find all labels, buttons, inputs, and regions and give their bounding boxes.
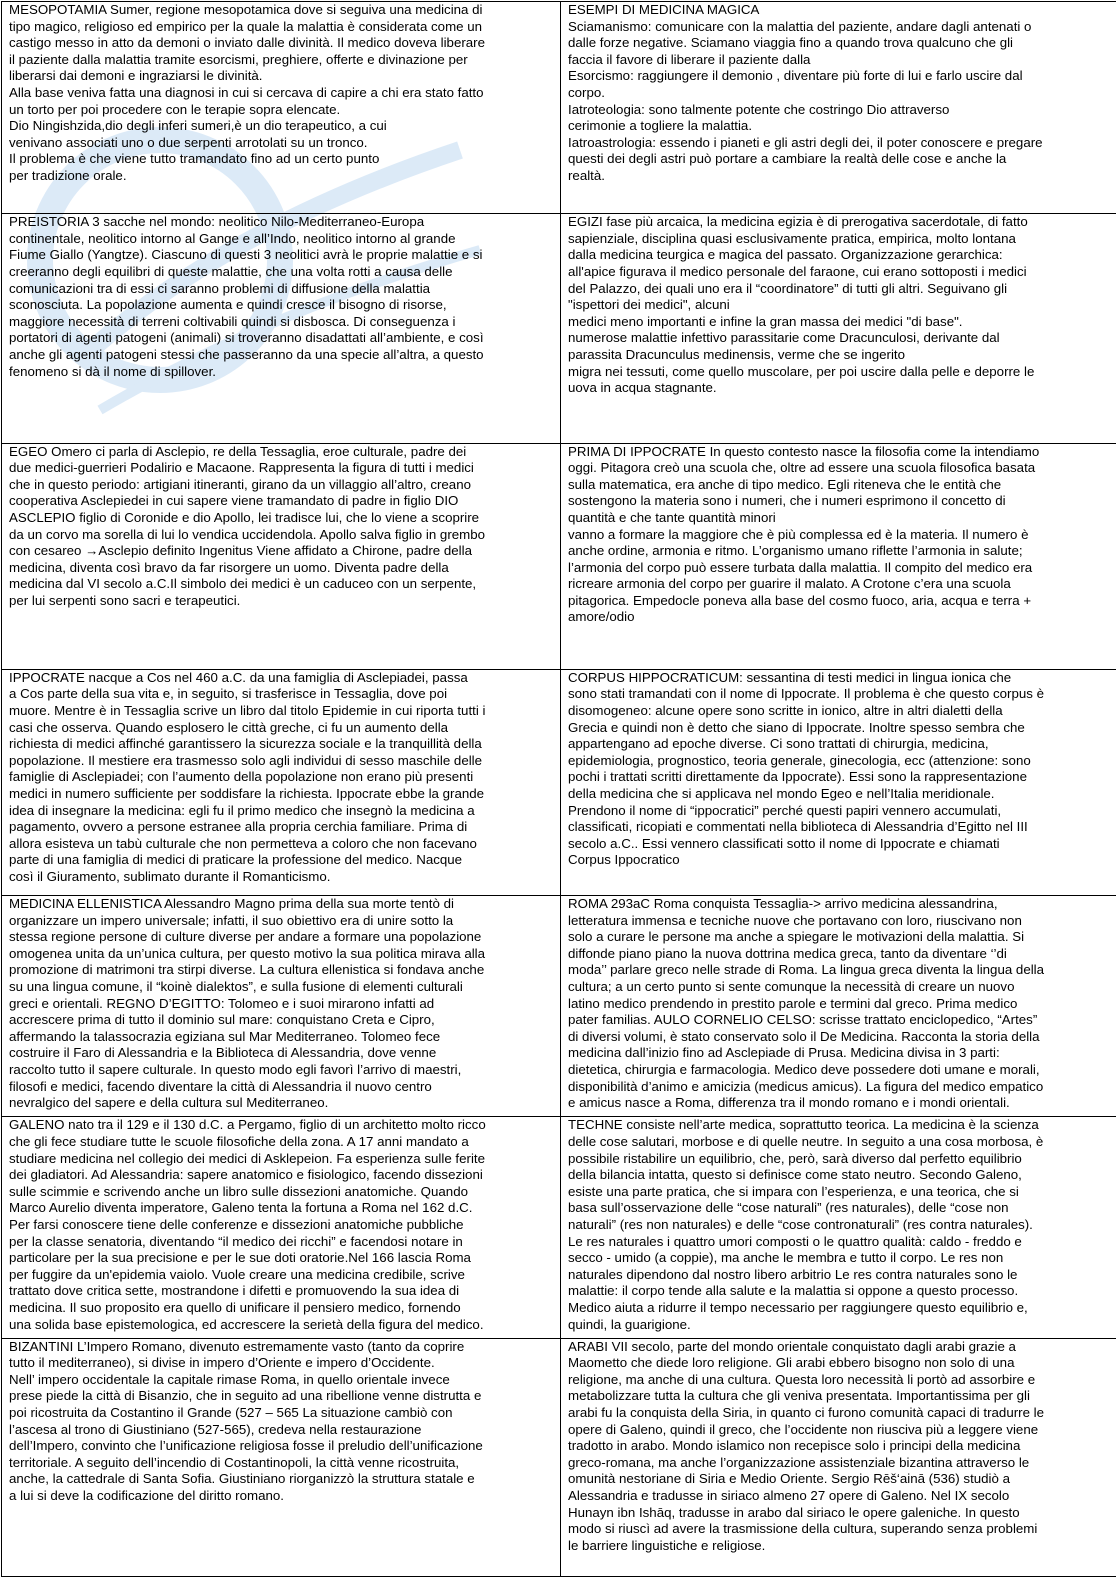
text-line: TECHNE consiste nell’arte medica, soprattutto teorica. La medicina è la scienza bbox=[568, 1117, 1039, 1133]
text-line: una solida base epistemologica, ed accrescere la serietà della figura del medico. bbox=[9, 1316, 484, 1332]
text-line: Il problema è che viene tutto tramandato fino ad un certo punto bbox=[9, 151, 380, 167]
text-line: IPPOCRATE nacque a Cos nel 460 a.C. da una famiglia di Asclepiadei, passa bbox=[9, 669, 468, 685]
text-line: con cesareo →Asclepio definito Ingenitus Viene affidato a Chirone, padre della bbox=[9, 543, 472, 559]
text-line: MEDICINA ELLENISTICA Alessandro Magno prima della sua morte tentò di bbox=[9, 896, 454, 912]
text-line: medicina dall’inizio fino ad Asclepiade di Prusa. Medicina divisa in 3 parti: bbox=[568, 1045, 1000, 1061]
text-line: parassita Dracunculus medinensis, verme che se ingerito bbox=[568, 347, 906, 363]
text-line: secco - umido (a coppie), ma anche le membra e tutto il corpo. Le res non bbox=[568, 1250, 1004, 1266]
text-line: raccolto tutto il sapere culturale. In questo modo egli favorì l’arrivo di maestri, bbox=[9, 1062, 462, 1078]
text-line: realtà. bbox=[568, 167, 605, 183]
text-line: greco-romana, ma anche l’organizzazione assistenziale bizantina attraverso le bbox=[568, 1454, 1030, 1470]
text-line: Maometto che diede loro religione. Gli arabi ebbero bisogno non solo di una bbox=[568, 1355, 1015, 1371]
text-line: Dio Ningishzida,dio degli inferi sumeri,è un dio terapeutico, a cui bbox=[9, 118, 387, 134]
text-line: anche ordine, armonia e ritmo. L’organismo umano riflette l’armonia in salute; bbox=[568, 543, 1023, 559]
table-cell-right bbox=[561, 1117, 1116, 1338]
text-line: medicina dal VI secolo a.C.Il simbolo dei medici è un caduceo con un serpente, bbox=[9, 576, 477, 592]
text-line: da un corvo ma sorella di lui lo vendica uccidendola. Apollo salva figlio in grembo bbox=[9, 526, 486, 542]
text-line: omogenea unita da un’unica cultura, per questo motivo la sua politica mirava alla bbox=[9, 945, 486, 961]
text-line: PRIMA DI IPPOCRATE In questo contesto nasce la filosofia come la intendiamo bbox=[568, 443, 1040, 459]
text-line: tradotto in arabo. Mondo islamico non recepisce solo i principi della medicina bbox=[568, 1438, 1021, 1454]
notes-table bbox=[1, 1, 1116, 1577]
text-line: pater familias. AULO CORNELIO CELSO: scrisse trattato enciclopedico, “Artes” bbox=[568, 1012, 1038, 1028]
text-line: MESOPOTAMIA Sumer, regione mesopotamica dove si seguiva una medicina di bbox=[9, 2, 483, 17]
text-line: studiare medicina nel collegio dei medici di Asklepeion. Fa esperienza sulle ferite bbox=[9, 1150, 485, 1166]
text-line: ROMA 293aC Roma conquista Tessaglia-> arrivo medicina alessandrina, bbox=[568, 896, 998, 912]
table-row bbox=[2, 669, 1116, 895]
text-line: che in questo periodo: artigiani itineranti, girano da un villaggio all’altro, creano bbox=[9, 476, 471, 492]
text-line: Per farsi conoscere tiene delle conferenze e dissezioni anatomiche pubbliche bbox=[9, 1216, 464, 1232]
text-line: quindi, la guarigione. bbox=[568, 1316, 691, 1332]
table-cell-left bbox=[2, 2, 561, 214]
text-line: medici in numero sufficiente per soddisfare la richiesta. Ippocrate ebbe la grande bbox=[9, 785, 485, 801]
text-line: organizzare un impero universale; infatti, il suo obiettivo era di unire sotto la bbox=[9, 912, 454, 928]
text-line: vanno a formare la maggiore che è più complessa ed è la materia. Il numero è bbox=[568, 526, 1029, 542]
text-line: ESEMPI DI MEDICINA MAGICA bbox=[568, 2, 760, 17]
text-line: secolo a.C.. Essi vennero classificati sotto il nome di Ippocrate e chiamati bbox=[568, 835, 1000, 851]
table-row bbox=[2, 2, 1116, 214]
text-line: tipo magico, religioso ed empirico per la quale la malattia è considerata come un bbox=[9, 18, 483, 34]
text-line: sostengono la materia sono i numeri, che i numeri esprimono il concetto di bbox=[568, 493, 1006, 509]
text-line: Grecia e quindi non è detto che siano di Ippocrate. Inoltre spesso sembra che bbox=[568, 719, 1025, 735]
text-line: oggi. Pitagora creò una scuola che, oltre ad essere una scuola filosofica basata bbox=[568, 460, 1036, 476]
text-line: Sciamanismo: comunicare con la malattia del paziente, andare dagli antenati o bbox=[568, 18, 1032, 34]
text-line: il paziente dalla malattia tramite esorcismi, preghiere, offerte e divinazione per bbox=[9, 51, 468, 67]
text-line: filosofi e medici, facendo diventare la città di Alessandria il nuovo centro bbox=[9, 1078, 432, 1094]
text-line: nevralgico del sapere e della cultura sul Mediterraneo. bbox=[9, 1095, 329, 1111]
text-line: maggiore necessità di terreni coltivabili quindi si disbosca. Di conseguenza i bbox=[9, 313, 456, 329]
text-line: delle cose salutari, morbose e di quelle neutre. In seguito a una cosa morbosa, è bbox=[568, 1133, 1044, 1149]
text-line: a lui si deve la codificazione del diritto romano. bbox=[9, 1487, 284, 1503]
text-line: un torto per poi procedere con le terapie sopra elencate. bbox=[9, 101, 341, 117]
table-row bbox=[2, 1117, 1116, 1338]
text-line: letteratura immensa e tecniche nuove che portavano con loro, riuscivano non bbox=[568, 912, 1022, 928]
text-line: esiste una parte pratica, che si impara con l’esperienza, e una teorica, che si bbox=[568, 1183, 1019, 1199]
text-line: per tradizione orale. bbox=[9, 167, 127, 183]
table-cell-right bbox=[561, 1338, 1116, 1576]
text-line: territoriale. A seguito dell’incendio di Costantinopoli, la città venne ricostruita, bbox=[9, 1454, 460, 1470]
text-line: ASCLEPIO figlio di Coronide e dio Apollo, lei tradisce lui, che lo viene a scoprire bbox=[9, 509, 480, 525]
text-line: di diversi volumi, è stato conservato solo il De Medicina. Racconta la storia della bbox=[568, 1028, 1040, 1044]
text-line: per la classe senatoria, diventando “il medico dei ricchi” e facendosi notare in bbox=[9, 1233, 463, 1249]
text-line: medicina. Il suo proposito era quello di unificare il pensiero medico, fornendo bbox=[9, 1299, 461, 1315]
text-line: Prendono il nome di “ippocratici” perché questi papiri vennero accumulati, bbox=[568, 802, 1002, 818]
text-line: amore/odio bbox=[568, 609, 635, 625]
text-line: venivano associati uno o due serpenti arrotolati su un tronco. bbox=[9, 134, 368, 150]
text-line: creeranno degli equilibri di queste malattie, che una volta rotti a causa delle bbox=[9, 264, 453, 280]
text-line: fenomeno si dà il nome di spillover. bbox=[9, 363, 216, 379]
text-line: a Cos parte della sua vita e, in seguito, si trasferisce in Tessaglia, dove poi bbox=[9, 686, 448, 702]
text-line: Fiume Giallo (Yangtze). Ciascuno di questi 3 neolitici avrà le proprie malattie e si bbox=[9, 247, 483, 263]
text-line: sapienziale, disciplina quasi esclusivamente pratica, empirica, molto lontana bbox=[568, 230, 1016, 246]
table-cell-left bbox=[2, 669, 561, 895]
table-cell-left bbox=[2, 214, 561, 443]
text-line: sulle scimmie e scrivendo anche un libro sulle dissezioni anatomiche. Quando bbox=[9, 1183, 468, 1199]
text-line: comunicazioni tra di essi ci saranno problemi di diffusione della malattia bbox=[9, 280, 431, 296]
text-line: naturales dipendono dal nostro libero arbitrio Le res contra naturales sono le bbox=[568, 1266, 1018, 1282]
text-line: Alla base veniva fatta una diagnosi in cui si cercava di capire a chi era stato fatto bbox=[9, 84, 484, 100]
text-line: questi dei degli astri può portare a cambiare la realtà delle cose e anche la bbox=[568, 151, 1007, 167]
text-line: Nell’ impero occidentale la capitale rimase Roma, in quello orientale invece bbox=[9, 1371, 450, 1387]
text-line: pagamento, ovvero a persone estranee alla propria cerchia familiare. Prima di bbox=[9, 819, 468, 835]
table-row bbox=[2, 443, 1116, 669]
text-line: poi ricostruita da Costantino il Grande (527 – 565 La situazione cambiò con bbox=[9, 1405, 453, 1421]
text-line: religione, ma anche di una cultura. Questa loro necessità li portò ad assorbire e bbox=[568, 1371, 1036, 1387]
text-line: epidemiologia, prognostico, teoria generale, ginecologia, ecc (attenzione: sono bbox=[568, 752, 1031, 768]
text-line: possibile ristabilire un equilibrio, che, però, sarà diverso dal perfetto equilibrio bbox=[568, 1150, 1022, 1166]
text-line: due medici-guerrieri Podalirio e Macaone. Rappresenta la figura di tutti i medici bbox=[9, 460, 474, 476]
text-line: cerimonie a togliere la malattia. bbox=[568, 118, 753, 134]
text-line: che gli fece studiare tutte le scuole filosofiche della zona. A 17 anni mandato a bbox=[9, 1133, 469, 1149]
text-line: numerose malattie infettivo parassitarie come Dracunculosi, derivante dal bbox=[568, 330, 1000, 346]
text-line: omunità nestoriane di Siria e Medio Oriente. Sergio Rēš‘ainā (536) studiò a bbox=[568, 1471, 1010, 1487]
text-line: sono stati tramandati con il nome di Ippocrate. Il problema è che questo corpus è bbox=[568, 686, 1045, 702]
text-line: per lui serpenti sono sacri e terapeutici. bbox=[9, 592, 241, 608]
text-line: sconosciuta. La popolazione aumenta e quindi cresce il bisogno di risorse, bbox=[9, 297, 447, 313]
text-line: appartengano ad epoche diverse. Ci sono trattati di chirurgia, medicina, bbox=[568, 736, 989, 752]
text-line: EGEO Omero ci parla di Asclepio, re della Tessaglia, eroe culturale, padre dei bbox=[9, 443, 467, 459]
text-line: del Palazzo, dei quali uno era il “coordinatore” di tutti gli altri. Seguivano gli bbox=[568, 280, 1008, 296]
text-line: cultura; a un certo punto si sente comunque la necessità di creare un nuovo bbox=[568, 979, 1015, 995]
table-cell-right bbox=[561, 896, 1116, 1117]
table-cell-left bbox=[2, 443, 561, 669]
text-line: classificati, ricopiati e commentati nella biblioteca di Alessandria d’Egitto nel III bbox=[568, 819, 1028, 835]
text-line: latino medico prendendo in prestito parole e termini dal greco. Prima medico bbox=[568, 995, 1018, 1011]
text-line: sulla matematica, era anche di tipo medico. Egli riteneva che le entità che bbox=[568, 476, 1002, 492]
text-line: malattie: il corpo tende alla salute e la malattia si oppone a questo processo. bbox=[568, 1283, 1019, 1299]
text-line: muore. Mentre è in Tessaglia scrive un libro dal titolo Epidemie in cui riporta tutti i bbox=[9, 703, 486, 719]
text-line: opere di Galeno, quindi il greco, che l’occidente non riusciva più a leggere viene bbox=[568, 1421, 1039, 1437]
text-line: prese piede la città di Bisanzio, che in seguito ad una ribellione venne distrutta e bbox=[9, 1388, 482, 1404]
text-line: ricreare armonia del corpo per guarire il malato. A Crotone c’era una scuola bbox=[568, 576, 1011, 592]
text-line: "ispettori dei medici", alcuni bbox=[568, 297, 730, 313]
text-line: famiglie di Asclepiadei; con l’aumento della popolazione non erano più presenti bbox=[9, 769, 474, 785]
table-cell-right bbox=[561, 214, 1116, 443]
text-line: le barriere linguistiche e religiose. bbox=[568, 1537, 766, 1553]
table-cell-right bbox=[561, 2, 1116, 214]
text-line: castigo messo in atto da demoni o inviato dalle divinità. Il medico doveva liberare bbox=[9, 35, 485, 51]
text-line: metabolizzare tutta la cultura che gli veniva presentata. Importantissima per gli bbox=[568, 1388, 1030, 1404]
text-line: corpo. bbox=[568, 84, 605, 100]
text-line: disomogeneo: alcune opere sono scritte in ionico, altre in altri dialetti della bbox=[568, 703, 1003, 719]
table-cell-left bbox=[2, 896, 561, 1117]
text-line: moda’’ parlare greco nelle strade di Roma. La lingua greca diventa la lingua della bbox=[568, 962, 1045, 978]
text-line: su una lingua comune, il “koinè dialektos”, e sulla fusione di elementi culturali bbox=[9, 979, 463, 995]
text-line: particolare per la sua precisione e per le sue doti oratorie.Nel 166 lascia Roma bbox=[9, 1250, 471, 1266]
text-line: accrescere prima di tutto il dominio sul mare: conquistano Creta e Cipro, bbox=[9, 1012, 435, 1028]
text-line: Medico aiuta a ridurre il tempo necessario per raggiungere questo equilibrio e, bbox=[568, 1299, 1028, 1315]
text-line: Marco Aurelio diventa imperatore, Galeno tenta la fortuna a Roma nel 162 d.C. bbox=[9, 1200, 473, 1216]
text-line: della medicina che si applicava nel mondo Egeo e nell’Italia meridionale. bbox=[568, 785, 995, 801]
text-line: modo si riuscì ad avere la trasmissione della cultura, superando senza problemi bbox=[568, 1521, 1038, 1537]
table-cell-left bbox=[2, 1338, 561, 1576]
text-line: e amicus nasce a Roma, differenza tra il mondo romano e i mondi orientali. bbox=[568, 1095, 1010, 1111]
text-line: l’ascesa al trono di Giustiniano (527-565), credeva nella restaurazione bbox=[9, 1421, 422, 1437]
table-row bbox=[2, 1338, 1116, 1576]
text-line: stessa regione persone di culture diverse per andare a formare una popolazione bbox=[9, 929, 482, 945]
text-line: anche, la cattedrale di Santa Sofia. Giustiniano riorganizzò la struttura statale e bbox=[9, 1471, 475, 1487]
text-line: costruire il Faro di Alessandria e la Biblioteca di Alessandria, dove venne bbox=[9, 1045, 437, 1061]
text-line: PREISTORIA 3 sacche nel mondo: neolitico Nilo-Mediterraneo-Europa bbox=[9, 214, 425, 230]
table-row bbox=[2, 214, 1116, 443]
text-line: popolazione. Il mestiere era trasmesso solo agli individui di sesso maschile delle bbox=[9, 752, 483, 768]
text-line: affermando la talassocrazia egiziana sul Mar Mediterraneo. Tolomeo fece bbox=[9, 1028, 441, 1044]
table-cell-right bbox=[561, 443, 1116, 669]
text-line: all'apice figurava il medico personale del faraone, cui erano sottoposti i medici bbox=[568, 264, 1027, 280]
text-line: diffonde piano piano la nuova dottrina medica greca, tanto da diventare ‘’di bbox=[568, 945, 1007, 961]
text-line: liberarsi dai demoni e ingraziarsi le divinità. bbox=[9, 68, 263, 84]
text-line: Alessandria e tradusse in siriaco almeno 27 opere di Galeno. Nel IX secolo bbox=[568, 1487, 1010, 1503]
text-line: idea di insegnare la medicina: egli fu il primo medico che insegnò la medicina a bbox=[9, 802, 475, 818]
text-line: arabi fu la conquista della Siria, in quanto ci furono comunità capaci di tradurre le bbox=[568, 1405, 1045, 1421]
text-line: greci e orientali. REGNO D’EGITTO: Tolomeo e i suoi mirarono infatti ad bbox=[9, 995, 435, 1011]
text-line: portatori di agenti patogeni (animali) si troveranno disadattati all’ambiente, e così bbox=[9, 330, 484, 346]
text-line: uova in acqua stagnante. bbox=[568, 380, 717, 396]
text-line: disponibilità d’animo e amicizia (medicus amicus). La figura del medico empatico bbox=[568, 1078, 1044, 1094]
table-row bbox=[2, 896, 1116, 1117]
text-line: solo a curare le persone ma anche a spiegare le motivazioni della malattia. Si bbox=[568, 929, 1025, 945]
text-line: quantità e che tante quantità minori bbox=[568, 509, 776, 525]
text-line: Iatroteologia: sono talmente potente che costringo Dio attraverso bbox=[568, 101, 950, 117]
text-line: GALENO nato tra il 129 e il 130 d.C. a Pergamo, figlio di un architetto molto ricco bbox=[9, 1117, 486, 1133]
text-line: medici meno importanti e infine la gran massa dei medici "di base". bbox=[568, 313, 963, 329]
text-line: BIZANTINI L’Impero Romano, divenuto estremamente vasto (tanto da coprire bbox=[9, 1338, 465, 1354]
text-line: Le res naturales i quattro umori composti o le quattro qualità: caldo - freddo e bbox=[568, 1233, 1022, 1249]
text-line: l’armonia del corpo può essere turbata dalla malattia. Il compito del medico era bbox=[568, 559, 1033, 575]
text-line: dietetica, chirurgia e farmacologia. Medico deve possedere doti umane e morali, bbox=[568, 1062, 1040, 1078]
text-line: anche gli agenti patogeni stessi che passeranno da una specie all’altra, a questo bbox=[9, 347, 484, 363]
text-line: CORPUS HIPPOCRATICUM: sessantina di testi medici in lingua ionica che bbox=[568, 669, 1012, 685]
text-line: dei gladiatori. Ad Alessandria: sapere anatomico e fisiologico, facendo dissezioni bbox=[9, 1167, 483, 1183]
text-line: dalla medicina teurgica e magica del passato. Organizzazione gerarchica: bbox=[568, 247, 1003, 263]
text-line: medicina, diventa così bravo da far risorgere un uomo. Diventa padre della bbox=[9, 559, 449, 575]
text-line: per fuggire da un'epidemia vaiolo. Vuole creare una medicina credibile, scrive bbox=[9, 1266, 465, 1282]
text-line: migra nei tessuti, come quello muscolare, per poi uscire dalla pelle e deporre le bbox=[568, 363, 1035, 379]
text-line: parte di una famiglia di medici di praticare la professione del medico. Nacque bbox=[9, 852, 463, 868]
text-line: richiesta di medici affinché garantissero la sicurezza sociale e la tranquillità della bbox=[9, 736, 482, 752]
table-cell-left bbox=[2, 1117, 561, 1338]
text-line: basa sull’osservazione delle “cose naturali” (res naturales), delle “cose non bbox=[568, 1200, 1009, 1216]
text-line: naturali” (res non naturales) e delle “cose contronaturali” (res contra naturales). bbox=[568, 1216, 1033, 1232]
text-line: tutto il mediterraneo), si divise in impero d’Oriente e impero d’Occidente. bbox=[9, 1355, 435, 1371]
text-line: Esorcismo: raggiungere il demonio , diventare più forte di lui e farlo uscire dal bbox=[568, 68, 1023, 84]
text-line: Iatroastrologia: essendo i pianeti e gli astri degli dei, il poter conoscere e pregare bbox=[568, 134, 1043, 150]
text-line: ARABI VII secolo, parte del mondo orientale conquistato dagli arabi grazie a bbox=[568, 1338, 1016, 1354]
text-line: trattato dove critica sette, mostrandone i difetti e promuovendo la sua idea di bbox=[9, 1283, 460, 1299]
text-line: pitagorica. Empedocle poneva alla base del cosmo fuoco, aria, acqua e terra + bbox=[568, 592, 1032, 608]
text-line: continentale, neolitico intorno al Gange e all’Indo, neolitico intorno al grande bbox=[9, 230, 456, 246]
text-line: Hunayn ibn Ishāq, tradusse in arabo dal siriaco le opere galeniche. In questo bbox=[568, 1504, 1020, 1520]
text-line: così il Giuramento, sublimato durante il Romanticismo. bbox=[9, 868, 331, 884]
text-line: pochi i trattati scritti direttamente da Ippocrate). Essi sono la rappresentazione bbox=[568, 769, 1027, 785]
text-line: faccia il favore di liberare il paziente dalla bbox=[568, 51, 811, 67]
text-line: della bilancia intatta, questo si definisce come stato neutro. Secondo Galeno, bbox=[568, 1167, 1022, 1183]
text-line: dell’Impero, convinto che l’unificazione religiosa fosse il preludio dell’unificazione bbox=[9, 1438, 483, 1454]
text-line: casi che osserva. Quando esplosero le città greche, ci fu un aumento della bbox=[9, 719, 449, 735]
table-cell-right bbox=[561, 669, 1116, 895]
text-line: EGIZI fase più arcaica, la medicina egizia è di prerogativa sacerdotale, di fatto bbox=[568, 214, 1028, 230]
text-line: cooperativa Asclepiedei in cui sapere viene tramandato di padre in figlio DIO bbox=[9, 493, 459, 509]
text-line: dalle forze negative. Sciamano viaggia fino a quando trova qualcuno che gli bbox=[568, 35, 1014, 51]
text-line: Corpus Ippocratico bbox=[568, 852, 680, 868]
text-line: allora esisteva un tabù culturale che non permetteva a coloro che non facevano bbox=[9, 835, 477, 851]
text-line: promozione di matrimoni tra stirpi diverse. La cultura ellenistica si fondava anche bbox=[9, 962, 485, 978]
